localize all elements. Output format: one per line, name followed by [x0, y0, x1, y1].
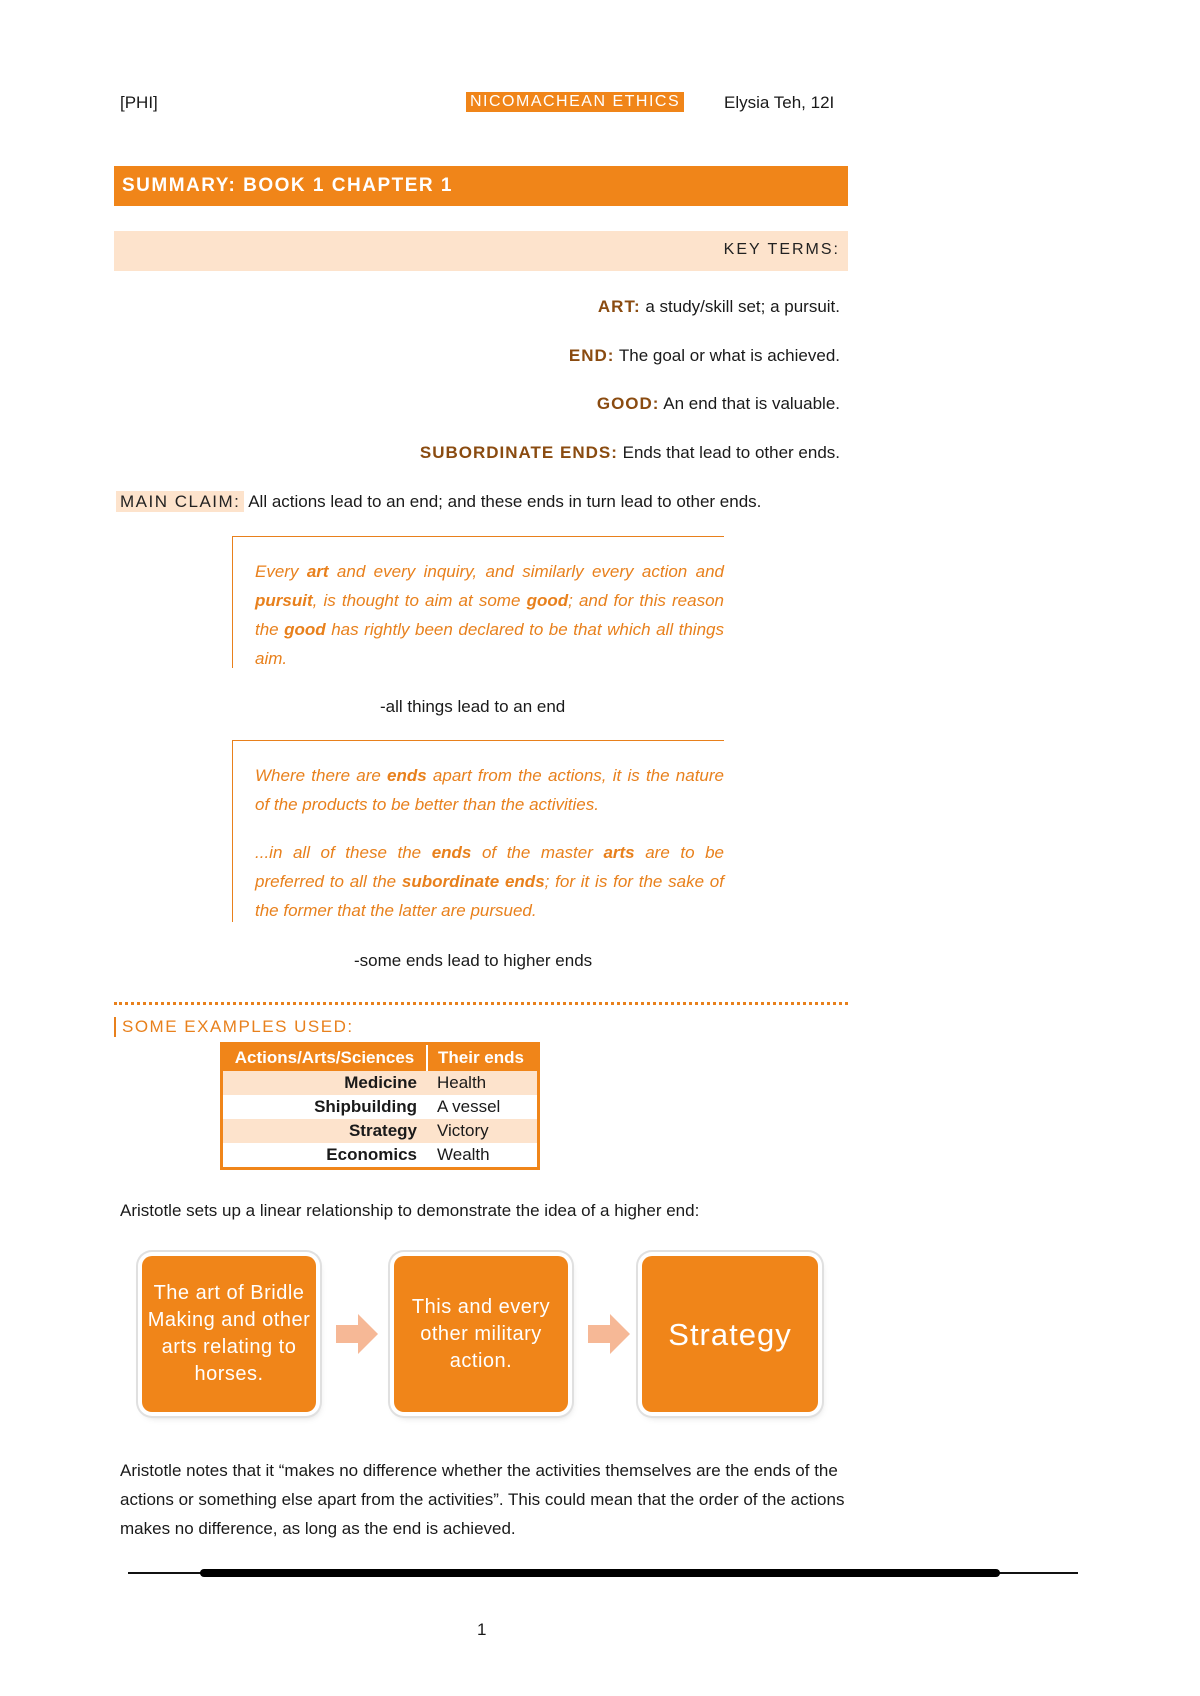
main-claim-text: All actions lead to an end; and these ends in turn lead to other ends. [248, 492, 762, 511]
key-term-definition: The goal or what is achieved. [618, 346, 840, 365]
course-tag: [PHI] [120, 93, 158, 112]
table-header-row [222, 1044, 539, 1072]
table-cell: Victory [427, 1119, 539, 1143]
table-row [222, 1143, 539, 1169]
table-row [222, 1071, 539, 1095]
author: Elysia Teh, 12I [724, 93, 835, 112]
main-claim [120, 492, 761, 512]
key-term-label: END: [568, 346, 615, 365]
key-term-definition: a study/skill set; a pursuit. [645, 297, 840, 316]
page-number: 1 [477, 1620, 487, 1639]
key-term-definition: Ends that lead to other ends. [622, 443, 840, 462]
flow-step-2: This and every other military action. [394, 1256, 568, 1412]
quote-text: Where there are ends apart from the actions, it is the nature of the products to be better than the activities. [255, 766, 724, 814]
flow-step-1: The art of Bridle Making and other arts relating to horses. [142, 1256, 316, 1412]
key-term-art [598, 297, 840, 317]
table-cell: Medicine [222, 1071, 428, 1095]
section-divider [114, 1002, 848, 1005]
linear-intro: Aristotle sets up a linear relationship to demonstrate the idea of a higher end: [120, 1201, 700, 1220]
quote-text: Every art and every inquiry, and similarly every action and pursuit, is thought to aim at some good; and for this reason the good has rightly been declared to be that which all things aim. [255, 562, 724, 668]
summary-title: SUMMARY: BOOK 1 CHAPTER 1 [114, 166, 848, 206]
quote-block-1 [232, 536, 724, 668]
key-term-end [569, 346, 840, 366]
closing-paragraph: Aristotle notes that it “makes no difference whether the activities themselves are the ends of the actions or something else apart from the activities”. This could mean that the order of the actions makes no difference, as long as the end is achieved. [120, 1461, 845, 1538]
key-term-label: GOOD: [596, 394, 660, 413]
doc-title: NICOMACHEAN ETHICS [466, 92, 684, 112]
key-term-label: SUBORDINATE ENDS: [419, 443, 618, 462]
footer-rule-thick [200, 1569, 1000, 1577]
quote-text: ...in all of these the ends of the master arts are to be preferred to all the subordinate ends; for it is for the sake of the former that the latter are pursued. [255, 843, 725, 920]
arrow-right-icon [336, 1314, 378, 1354]
examples-heading: SOME EXAMPLES USED: [114, 1017, 354, 1037]
flow-step-3: Strategy [642, 1256, 818, 1412]
quote-block-2 [232, 740, 724, 922]
table-cell: Shipbuilding [314, 1097, 417, 1116]
arrow-right-icon [588, 1314, 630, 1354]
key-term-label: ART: [597, 297, 641, 316]
table-cell: Economics [326, 1145, 417, 1164]
quote-caption-2: -some ends lead to higher ends [354, 951, 593, 970]
key-term-definition: An end that is valuable. [663, 394, 840, 413]
table-cell: A vessel [437, 1097, 501, 1116]
table-row [222, 1095, 539, 1119]
table-cell: Wealth [437, 1145, 490, 1164]
table-cell: Strategy [222, 1119, 428, 1143]
examples-table [220, 1042, 540, 1170]
table-cell: Health [427, 1071, 539, 1095]
table-row [222, 1119, 539, 1143]
key-term-good [597, 394, 840, 414]
key-term-subordinate-ends [420, 443, 840, 463]
quote-caption-1: -all things lead to an end [380, 697, 566, 716]
table-header: Their ends [427, 1044, 539, 1072]
main-claim-label: MAIN CLAIM: [116, 491, 244, 512]
table-header: Actions/Arts/Sciences [222, 1044, 428, 1072]
key-terms-heading: KEY TERMS: [114, 231, 848, 271]
